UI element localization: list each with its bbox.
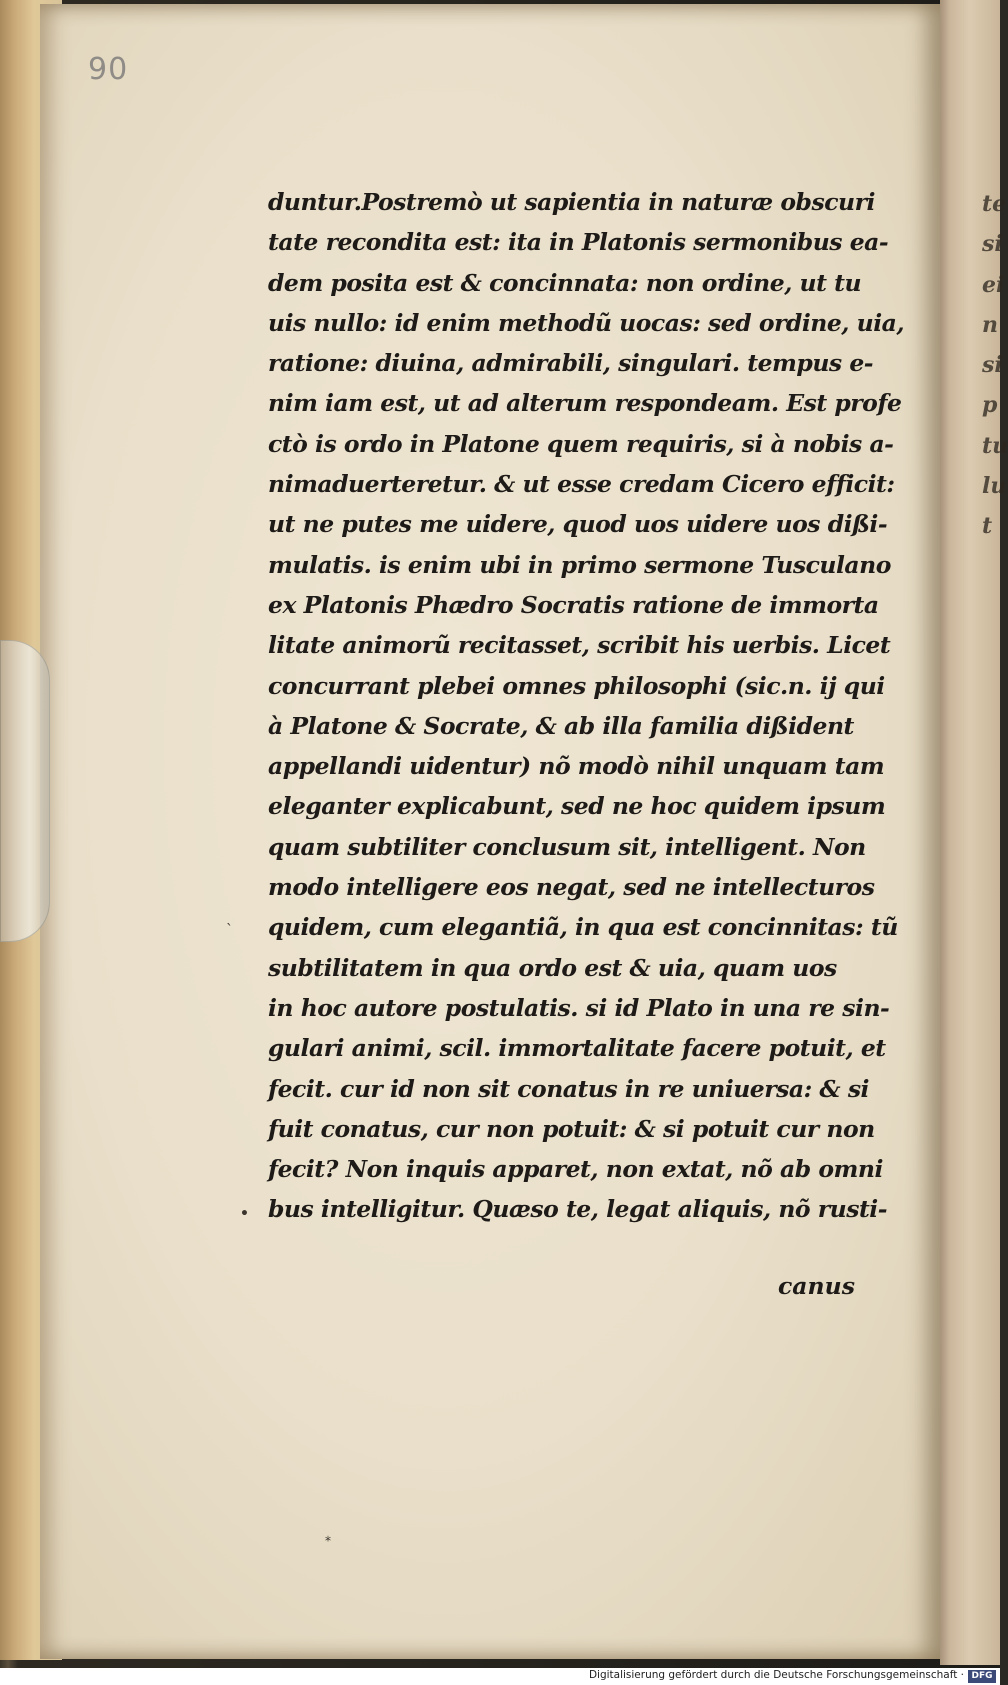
text-line: eleganter explicabunt, sed ne hoc quidem ipsum: [268, 792, 886, 821]
next-page-fragment: si: [982, 352, 1003, 379]
text-line: fecit? Non inquis apparet, non extat, nõ ab omni: [268, 1155, 883, 1184]
page-clip: [0, 640, 50, 942]
next-page-fragment: lu: [982, 473, 1007, 500]
dfg-logo: DFG: [968, 1670, 996, 1683]
text-line: fecit. cur id non sit conatus in re uniuersa: & si: [268, 1074, 869, 1103]
page-number: 90: [88, 52, 129, 87]
text-line: ctò is ordo in Platone quem requiris, si à nobis a-: [268, 429, 894, 458]
next-page-text: [982, 184, 1008, 547]
margin-mark: ˎ: [226, 910, 233, 926]
next-page-fragment: si: [982, 231, 1003, 258]
text-line: ut ne putes me uidere, quod uos uidere uos dißi-: [268, 510, 888, 539]
text-line: bus intelligitur. Quæso te, legat aliquis, nõ rusti-: [268, 1195, 887, 1224]
next-page-fragment: t: [982, 513, 993, 540]
text-line: concurrant plebei omnes philosophi (sic.n. ij qui: [268, 671, 885, 700]
text-line: ratione: diuina, admirabili, singulari. tempus e-: [268, 349, 874, 378]
text-line: tate recondita est: ita in Platonis sermonibus ea-: [268, 228, 889, 257]
text-line: mulatis. is enim ubi in primo sermone Tusculano: [268, 550, 891, 579]
next-page-fragment: te: [982, 191, 1007, 217]
text-line: duntur.Postremò ut sapientia in naturæ obscuri: [268, 188, 875, 216]
catchword: canus: [778, 1272, 855, 1300]
text-line: modo intelligere eos negat, sed ne intellecturos: [268, 873, 875, 902]
next-page-fragment: p: [982, 392, 998, 419]
text-line: quidem, cum elegantiã, in qua est concinnitas: tũ: [268, 913, 898, 942]
text-line: à Platone & Socrate, & ab illa familia dißident: [268, 711, 854, 740]
text-line: uis nullo: id enim methodũ uocas: sed ordine, uia,: [268, 308, 905, 337]
text-line: nim iam est, ut ad alterum respondeam. Est profe: [268, 389, 902, 418]
text-line: appellandi uidentur) nõ modò nihil unquam tam: [268, 752, 885, 781]
footer-credit: Digitalisierung gefördert durch die Deutsche Forschungsgemeinschaft ·: [588, 1669, 964, 1681]
text-line: fuit conatus, cur non potuit: & si potuit cur non: [268, 1114, 875, 1143]
text-line: subtilitatem in qua ordo est & uia, quam uos: [268, 953, 837, 982]
next-page-fragment: ei: [982, 271, 1005, 298]
next-page-fragment: n: [982, 311, 998, 338]
text-line: in hoc autore postulatis. si id Plato in una re sin-: [268, 993, 890, 1022]
text-line: ex Platonis Phædro Socratis ratione de immorta: [268, 590, 879, 619]
text-line: gulari animi, scil. immortalitate facere potuit, et: [268, 1034, 886, 1063]
margin-mark: ⁎: [325, 1530, 331, 1544]
text-line: nimaduerteretur. & ut esse credam Cicero efficit:: [268, 470, 895, 499]
next-page-fragment: tu: [982, 432, 1008, 459]
text-line: litate animorũ recitasset, scribit his uerbis. Licet: [268, 631, 891, 660]
text-line: dem posita est & concinnata: non ordine, ut tu: [268, 268, 862, 297]
page-text-block: [268, 182, 908, 1230]
margin-mark: •: [240, 1206, 249, 1222]
text-line: quam subtiliter conclusum sit, intelligent. Non: [268, 832, 866, 861]
